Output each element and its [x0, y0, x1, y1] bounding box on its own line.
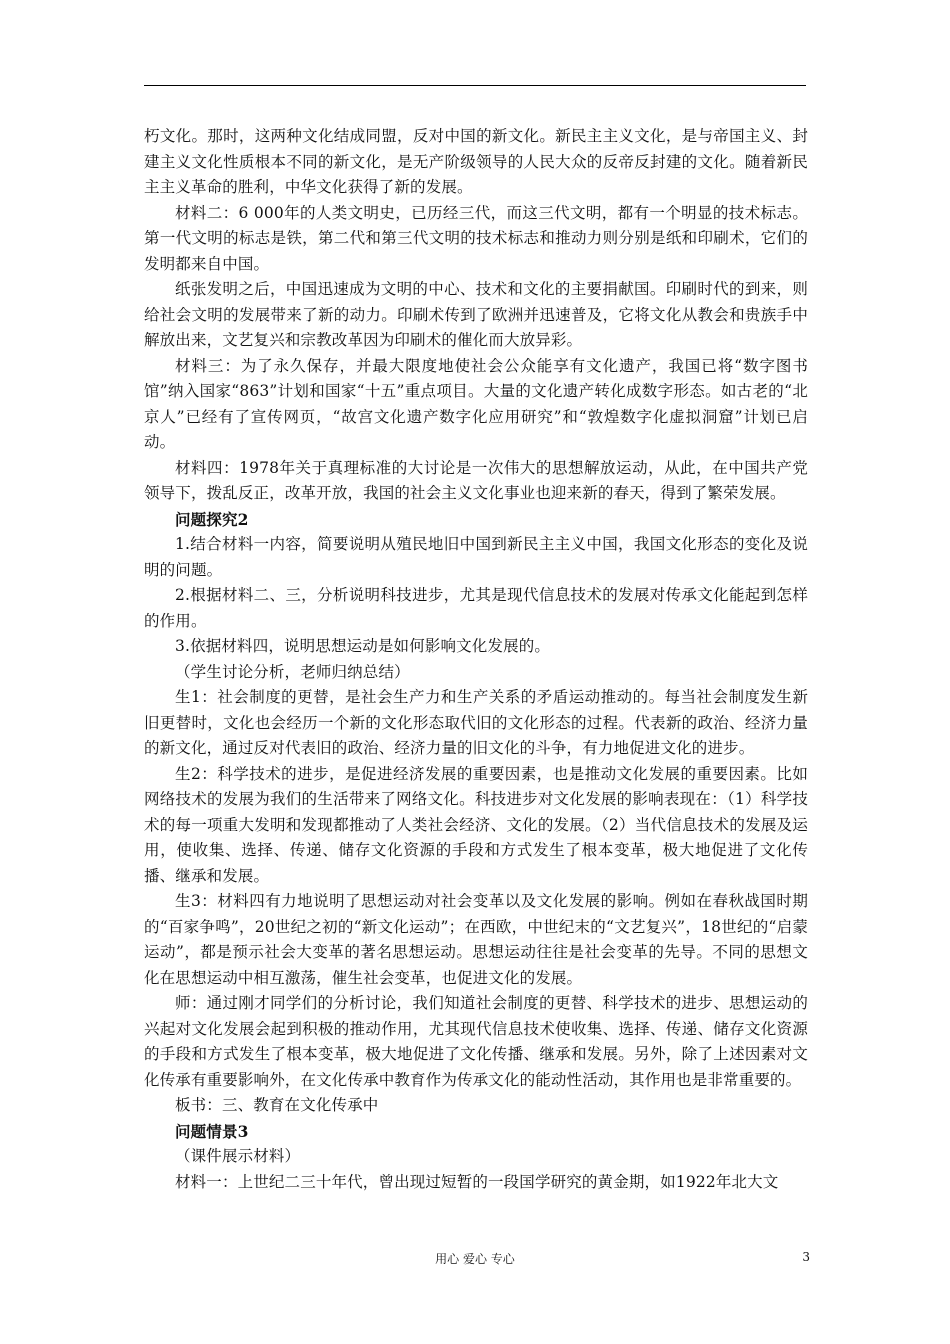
discussion-note: （学生讨论分析，老师归纳总结） [175, 662, 410, 681]
paragraph-scenario-material-1: 材料一：上世纪二三十年代，曾出现过短暂的一段国学研究的黄金期，如1922年北大文 [175, 1172, 779, 1191]
header-rule [144, 85, 806, 86]
page-number: 3 [802, 1250, 810, 1264]
student-2-answer: 生2：科学技术的进步，是促进经济发展的重要因素，也是推动文化发展的重要因素。比如网络技术的发展为我们的生活带来了网络文化。科技进步对文化发展的影响表现在：（1）科学技术的每一项重大发明和发现都推动了人类社会经济、文化的发展。（2）当代信息技术的发展及运用，使收集、选择、传递、储存文化资源的手段和方式发生了根本变革，极大地促进了文化传播、继承和发展。 [144, 764, 808, 885]
question-1: 1.结合材料一内容，简要说明从殖民地旧中国到新民主主义中国，我国文化形态的变化及说明的问题。 [144, 535, 808, 579]
question-3: 3.依据材料四，说明思想运动是如何影响文化发展的。 [175, 637, 551, 655]
paragraph-material-3: 材料三：为了永久保存，并最大限度地使社会公众能享有文化遗产，我国已将“数字图书馆”纳入国家“863”计划和国家“十五”重点项目。大量的文化遗产转化成数字形态。如古老的“北京人”已经有了宣传网页，“故宫文化遗产数字化应用研究”和“敦煌数字化虚拟洞窟”计划已启动。 [144, 356, 808, 451]
student-3-answer: 生3：材料四有力地说明了思想运动对社会变革以及文化发展的影响。例如在春秋战国时期的“百家争鸣”，20世纪之初的“新文化运动”；在西欧，中世纪末的“文艺复兴”，18世纪的“启蒙运动”，都是预示社会大变革的著名思想运动。思想运动往往是社会变革的先导。不同的思想文化在思想运动中相互激荡，催生社会变革，也促进文化的发展。 [144, 892, 808, 987]
courseware-note: （课件展示材料） [175, 1147, 301, 1165]
paragraph-continuation: 朽文化。那时，这两种文化结成同盟，反对中国的新文化。新民主主义文化，是与帝国主义、封建主义文化性质根本不同的新文化，是无产阶级领导的人民大众的反帝反封建的文化。随着新民主主义革命的胜利，中华文化获得了新的发展。 [144, 127, 808, 196]
footer-slogan: 用心 爱心 专心 [435, 1252, 515, 1266]
paragraph-material-2: 材料二：6 000年的人类文明史，已历经三代，而这三代文明，都有一个明显的技术标志。第一代文明的标志是铁，第二代和第三代文明的技术标志和推动力则分别是纸和印刷术，它们的发明都来自中国。 [144, 203, 808, 273]
paragraph-paper-invention: 纸张发明之后，中国迅速成为文明的中心、技术和文化的主要捐献国。印刷时代的到来，则给社会文明的发展带来了新的动力。印刷术传到了欧洲并迅速普及，它将文化从教会和贵族手中解放出来，文艺复兴和宗教改革因为印刷术的催化而大放异彩。 [144, 280, 808, 349]
board-note: 板书：三、教育在文化传承中 [175, 1096, 379, 1114]
paragraph-material-4: 材料四：1978年关于真理标准的大讨论是一次伟大的思想解放运动，从此，在中国共产党领导下，拨乱反正，改革开放，我国的社会主义文化事业也迎来新的春天，得到了繁荣发展。 [144, 458, 808, 502]
question-2: 2.根据材料二、三，分析说明科技进步，尤其是现代信息技术的发展对传承文化能起到怎样的作用。 [144, 586, 808, 630]
student-1-answer: 生1：社会制度的更替，是社会生产力和生产关系的矛盾运动推动的。每当社会制度发生新旧更替时，文化也会经历一个新的文化形态取代旧的文化形态的过程。代表新的政治、经济力量的新文化，通过反对代表旧的政治、经济力量的旧文化的斗争，有力地促进文化的进步。 [144, 688, 808, 757]
heading-scenario-3: 问题情景3 [175, 1121, 249, 1141]
teacher-summary: 师：通过刚才同学们的分析讨论，我们知道社会制度的更替、科学技术的进步、思想运动的兴起对文化发展会起到积极的推动作用，尤其现代信息技术使收集、选择、传递、储存文化资源的手段和方式发生了根本变革，极大地促进了文化传播、继承和发展。另外，除了上述因素对文化传承有重要影响外，在文化传承中教育作为传承文化的能动性活动，其作用也是非常重要的。 [144, 994, 808, 1089]
heading-inquiry-2: 问题探究2 [175, 509, 249, 529]
document-body [144, 124, 808, 1195]
